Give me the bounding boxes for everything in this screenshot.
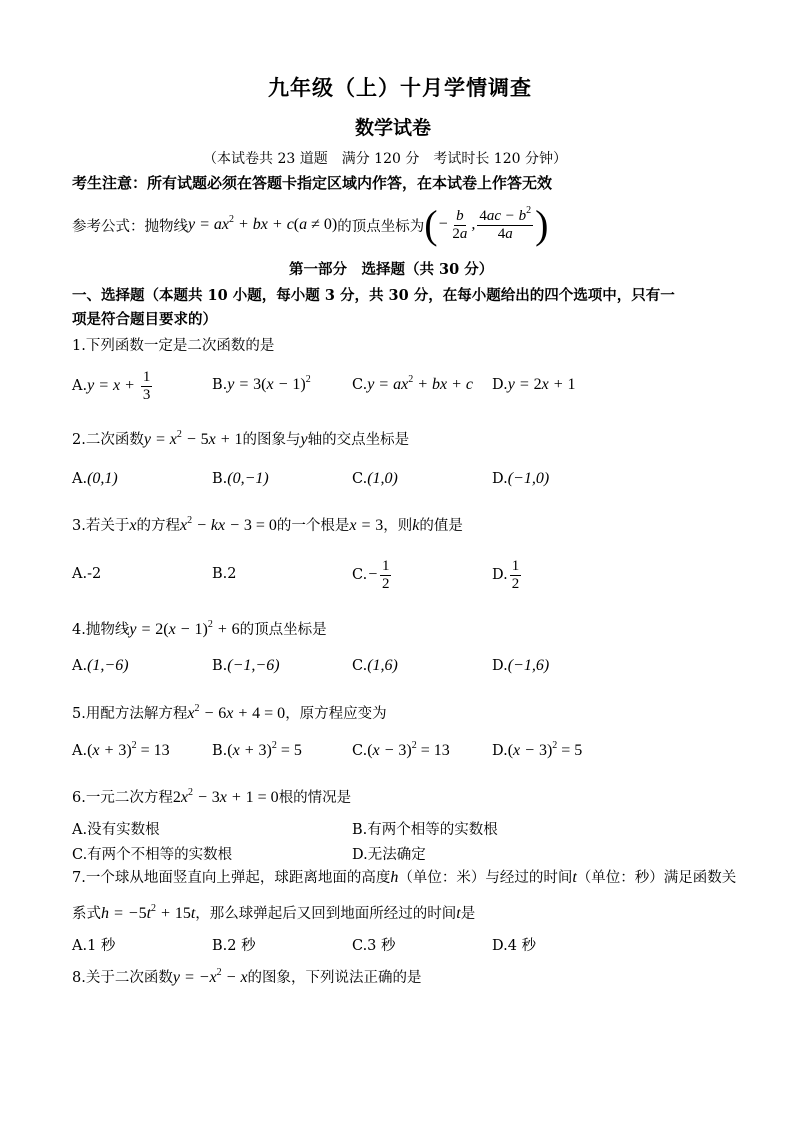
q7-option-a: A.1 秒 xyxy=(72,938,116,954)
exam-title: 九年级（上）十月学情调查 xyxy=(268,75,532,100)
q1-stem: 1.下列函数一定是二次函数的是 xyxy=(72,338,275,354)
q1-option-c: $C.y = ax^2$ + bx + c xyxy=(352,374,473,393)
q1-option-b: $B.y = 3(x - 1)^2$ xyxy=(212,374,311,393)
formula-mid: 的顶点坐标为 xyxy=(337,218,425,235)
q7-stem-line2: 系式$h = -5t^2 + 15t$，那么球弹起后又回到地面所经过的时间t是 xyxy=(72,903,476,922)
q2-option-a: A.(0,1) xyxy=(72,470,118,487)
reference-formula xyxy=(72,203,548,247)
section1-line1: 一、选择题（本题共 10 小题，每小题 3 分，共 30 分，在每小题给出的四个选项中，只有一 xyxy=(72,287,675,304)
formula-parabola: $y = ax^2$ + bx + c(a ≠ 0) xyxy=(188,214,338,233)
part1-title: 第一部分 选择题（共 30 分） xyxy=(289,261,494,278)
q6-option-b: B.有两个相等的实数根 xyxy=(352,822,498,838)
q3-option-c: C. − $\frac{1}{2}$ xyxy=(352,557,390,592)
q3-option-a: A.-2 xyxy=(72,566,102,582)
formula-vertex: (− $\frac{b}{2a}$ , $\frac{4ac - b^2}{4a}$ ) xyxy=(424,202,549,247)
q3-stem: 3.若关于x的方程$x^2$ − kx − 3 = 0的一个根是x = 3，则k的值是 xyxy=(72,515,463,534)
section1-line2: 项是符合题目要求的） xyxy=(72,311,217,328)
q2-stem: 2.二次函数$y = x^2 - 5x + 1$的图象与y轴的交点坐标是 xyxy=(72,429,410,448)
q2-option-b: B.(0,−1) xyxy=(212,470,269,487)
q7-option-d: D.4 秒 xyxy=(492,938,537,954)
q4-option-c: C.(1,6) xyxy=(352,657,398,674)
q6-option-d: D.无法确定 xyxy=(352,847,426,863)
q1-option-d: D.y = 2x + 1 xyxy=(492,376,576,393)
q5-option-d: $D.(x - 3)^2 = 5$ xyxy=(492,740,583,759)
formula-prefix: 参考公式：抛物线 xyxy=(72,218,188,235)
q6-option-a: A.没有实数根 xyxy=(72,822,160,838)
q2-option-c: C.(1,0) xyxy=(352,470,398,487)
q6-stem: 6.一元二次方程$2x^2 - 3x + 1 = 0$根的情况是 xyxy=(72,787,352,806)
q4-option-a: A.(1,−6) xyxy=(72,657,129,674)
q5-option-b: $B.(x + 3)^2 = 5$ xyxy=(212,740,302,759)
q5-stem: 5.用配方法解方程$x^2 - 6x + 4 = 0$，原方程应变为 xyxy=(72,703,387,722)
exam-info: （本试卷共 23 道题 满分 120 分 考试时长 120 分钟） xyxy=(203,151,567,167)
q8-stem: 8.关于二次函数$y = -x^2 - x$的图象，下列说法正确的是 xyxy=(72,967,422,986)
q2-option-d: D.(−1,0) xyxy=(492,470,550,487)
q5-option-c: $C.(x - 3)^2 = 13$ xyxy=(352,740,450,759)
q7-stem-line1: 7.一个球从地面竖直向上弹起，球距离地面的高度h（单位：米）与经过的时间t（单位：秒）满足函数关 xyxy=(72,869,737,886)
q1-option-a: A. y = x + $\frac{1}{3}$ xyxy=(72,368,151,403)
exam-notice: 考生注意：所有试题必须在答题卡指定区域内作答，在本试卷上作答无效 xyxy=(72,174,553,192)
q6-option-c: C.有两个不相等的实数根 xyxy=(72,847,233,863)
q4-option-d: D.(−1,6) xyxy=(492,657,550,674)
q3-option-d: D. $\frac{1}{2}$ xyxy=(492,557,520,592)
q4-option-b: B.(−1,−6) xyxy=(212,657,280,674)
q4-stem: 4.抛物线$y = 2(x - 1)^2 + 6$的顶点坐标是 xyxy=(72,619,327,638)
exam-subtitle: 数学试卷 xyxy=(355,117,432,139)
q7-option-c: C.3 秒 xyxy=(352,938,396,954)
q5-option-a: $A.(x + 3)^2 = 13$ xyxy=(72,740,170,759)
q7-option-b: B.2 秒 xyxy=(212,938,256,954)
q3-option-b: B.2 xyxy=(212,566,237,582)
